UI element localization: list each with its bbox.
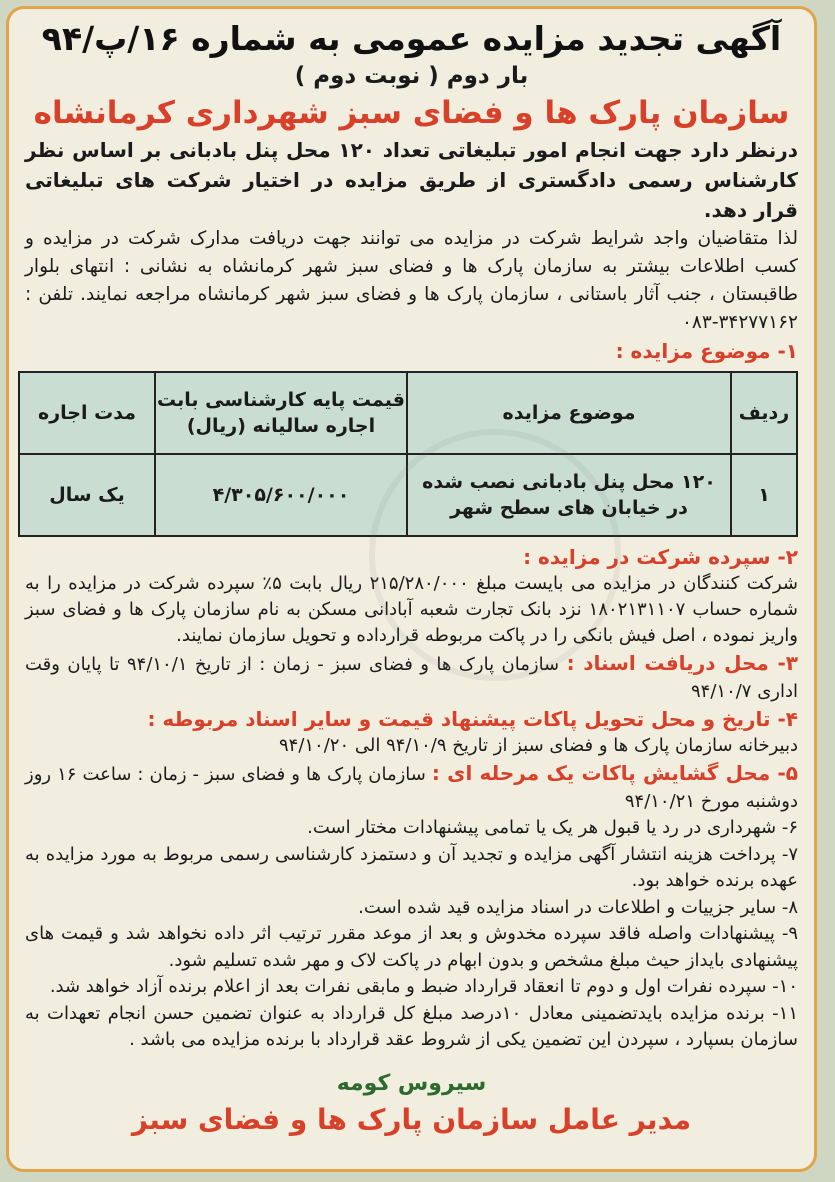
section-5-title: ۵- محل گشایش پاکات یک مرحله ای : (431, 761, 798, 785)
section-3 (25, 649, 798, 705)
table-header-row (19, 372, 797, 454)
table-row (19, 454, 797, 536)
section-5 (25, 759, 798, 815)
table-header-cell: مدت اجاره (19, 372, 155, 454)
term-item: ۹- پیشنهادات واصله فاقد سپرده مخدوش و بعد از موعد مقرر ترتیب اثر داده نخواهد شد و قیمت های پیشنهادی بایداز حیث مبلغ مشخص و بدون ابهام در پاکت لاک و مهر شده تسلیم شود. (25, 923, 798, 971)
table-cell-base-price: ۴/۳۰۵/۶۰۰/۰۰۰ (155, 454, 407, 536)
section-3-body: سازمان پارک ها و فضای سبز - زمان : از تاریخ ۹۴/۱۰/۱ تا پایان وقت اداری ۹۴/۱۰/۷ (25, 654, 798, 702)
table-header-cell: قیمت پایه کارشناسی بابت اجاره سالیانه (ریال) (155, 372, 407, 454)
table-cell-subject: ۱۲۰ محل پنل بادبانی نصب شده در خیابان های سطح شهر (407, 454, 731, 536)
table-cell-duration: یک سال (19, 454, 155, 536)
section-5-body: سازمان پارک ها و فضای سبز - زمان : ساعت ۱۶ روز دوشنبه مورخ ۹۴/۱۰/۲۱ (25, 764, 798, 812)
section-4-title: ۴- تاریخ و محل تحویل پاکات پیشنهاد قیمت و سایر اسناد مربوطه : (147, 707, 798, 731)
table-header-cell: ردیف (731, 372, 797, 454)
term-item: ۸- سایر جزییات و اطلاعات در اسناد مزایده قید شده است. (358, 896, 798, 918)
term-item: ۱۰- سپرده نفرات اول و دوم تا انعقاد قرارداد ضبط و مابقی نفرات بعد از اعلام برنده آزاد خواهد شد. (49, 976, 798, 997)
section-2-title: ۲- سپرده شرکت در مزایده : (523, 545, 798, 569)
section-3-title: ۳- محل دریافت اسناد : (566, 651, 798, 675)
notice-content (9, 9, 814, 1140)
section-1-title: ۱- موضوع مزایده : (615, 339, 798, 363)
notice-sheet (6, 6, 817, 1172)
table-cell-row-number: ۱ (731, 454, 797, 536)
term-item: ۱۱- برنده مزایده بایدتضمینی معادل ۱۰درصد مبلغ کل قرارداد به عنوان تضمین حسن انجام تعهدات به سازمان بسپارد ، سپردن این تضمین یکی از شروط عقد قرارداد با برنده مزایده می باشد . (25, 1002, 798, 1050)
subject-table (18, 371, 798, 537)
section-4-body: دبیرخانه سازمان پارک ها و فضای سبز از تاریخ ۹۴/۱۰/۹ الی ۹۴/۱۰/۲۰ (278, 735, 798, 756)
section-2-body: شرکت کنندگان در مزایده می بایست مبلغ ۲۱۵/۲۸۰/۰۰۰ ریال بابت ۵٪ سپرده شرکت در مزایده را به شماره حساب ۱۸۰۲۱۳۱۱۰۷ نزد بانک تجارت شعبه آبادانی مسکن به نام سازمان پارک ها و فضای سبز واریز نموده ، اصل فیش بانکی را در پاکت مربوطه قرارداده و تحویل سازمان نمایند. (25, 573, 799, 646)
notice-subtitle: بار دوم ( نوبت دوم ) (294, 63, 529, 89)
organization-name: سازمان پارک ها و فضای سبز شهرداری کرمانشاه (33, 95, 790, 131)
signatory-name: سیروس کومه (336, 1070, 487, 1096)
intro-statement: درنظر دارد جهت انجام امور تبلیغاتی تعداد ۱۲۰ محل پنل بادبانی بر اساس نظر کارشناس رسمی دادگستری از طریق مزایده در اختیار شرکت های تبلیغاتی قرار دهد. (25, 138, 799, 222)
intro-instructions: لذا متقاضیان واجد شرایط شرکت در مزایده می توانند جهت دریافت مدارک شرکت در مزایده و کسب اطلاعات بیشتر به سازمان پارک ها و فضای سبز شهر کرمانشاه به نشانی : انتهای بلوار طاقبستان ، جنب آثار باستانی ، سازمان پارک ها و فضای سبز شهر کرمانشاه مراجعه نمایند. تلفن : ۳۴۲۷۷۱۶۲-۰۸۳ (25, 228, 798, 333)
notice-title: آگهی تجدید مزایده عمومی به شماره ۱۶/پ/۹۴ (41, 19, 782, 58)
table-header-cell: موضوع مزایده (407, 372, 731, 454)
term-item: ۶- شهرداری در رد یا قبول هر یک یا تمامی پیشنهادات مختار است. (307, 817, 798, 838)
signatory-title: مدیر عامل سازمان پارک ها و فضای سبز (131, 1102, 692, 1136)
term-item: ۷- پرداخت هزینه انتشار آگهی مزایده و تجدید آن و دستمزد کارشناسی رسمی مربوط به مورد مزایده به عهده برنده خواهد بود. (25, 843, 798, 891)
